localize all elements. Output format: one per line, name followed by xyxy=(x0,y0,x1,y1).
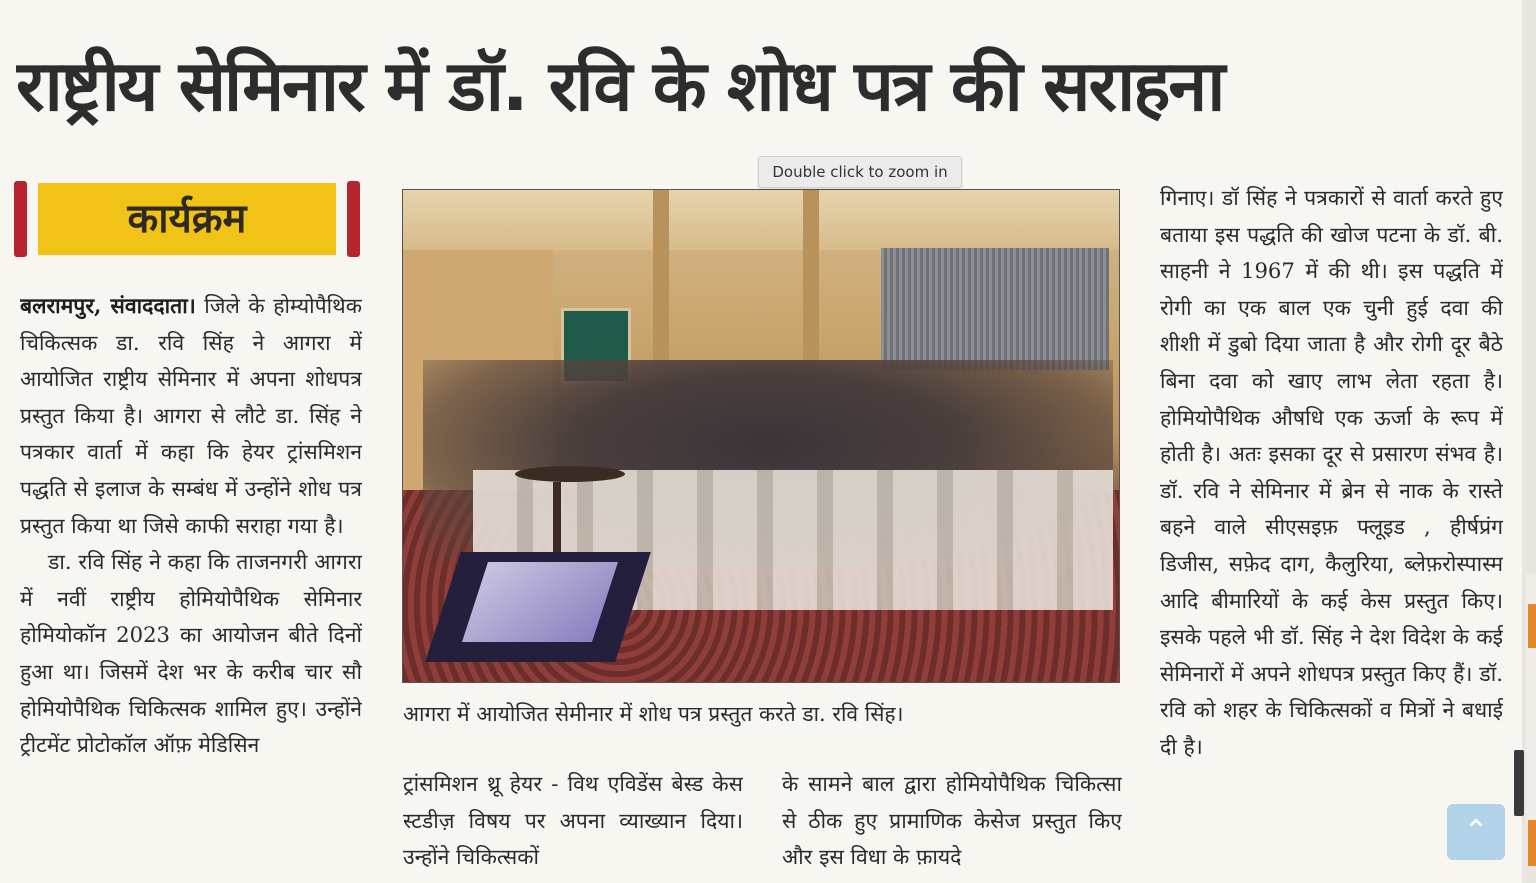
photo-ceiling xyxy=(403,190,1119,250)
column-3-text: के सामने बाल द्वारा होमियोपैथिक चिकित्सा से ठीक हुए प्रामाणिक केसेज प्रस्तुत किए और इस विधा के फ़ायदे xyxy=(782,771,1122,870)
article-column-2 xyxy=(403,766,743,878)
section-tag-bar-right xyxy=(347,181,360,257)
chevron-up-icon: ⌃ xyxy=(1463,814,1489,849)
side-panel-marker xyxy=(1528,820,1536,866)
scroll-to-top-button[interactable] xyxy=(1447,804,1505,860)
side-panel-marker xyxy=(1528,604,1536,648)
photo-caption: आगरा में आयोजित सेमीनार में शोध पत्र प्रस्तुत करते डा. रवि सिंह। xyxy=(403,702,904,726)
paragraph-1-text: जिले के होम्योपैथिक चिकित्सक डा. रवि सिंह ने आगरा में आयोजित राष्ट्रीय सेमिनार में अपना शोधपत्र प्रस्तुत किया है। आगरा से लौटे डा. सिंह ने पत्रकार वार्ता में कहा कि हेयर ट्रांसमिशन पद्धति से इलाज के सम्बंध में उन्होंने शोध पत्र प्रस्तुत किया था जिसे काफी सराहा गया है। xyxy=(20,293,362,538)
scrollbar-thumb[interactable] xyxy=(1514,750,1524,816)
column-4-text: गिनाए। डॉ सिंह ने पत्रकारों से वार्ता करते हुए बताया इस पद्धति की खोज पटना के डॉ. बी. साहनी ने 1967 में की थी। इस पद्धति में रोगी का एक बाल एक चुनी हुई दवा की शीशी में डुबो दिया जाता है और रोगी दूर बैठे बिना दवा को खाए लाभ लेता रहता है। होमियोपैथिक औषधि एक ऊर्जा के रूप में होती है। अतः इसका दूर से प्रसारण संभव है। डॉ. रवि ने सेमिनार में ब्रेन से नाक के रास्ते बहने वाले सीएसइफ़ फ्लूइड , हीर्षप्रंग डिजीस, सफ़ेद दाग, कैलुरिया, ब्लेफ़रोस्पास्म आदि बीमारियों के कई केस प्रस्तुत किए। इसके पहले भी डॉ. सिंह ने देश विदेश के कई सेमिनारों में अपने शोधपत्र प्रस्तुत किए हैं। डॉ. रवि को शहर के चिकित्सकों व मित्रों ने बधाई दी है। xyxy=(1160,185,1503,759)
section-tag-bar-left xyxy=(14,181,27,257)
section-tag xyxy=(14,181,360,257)
dateline: बलरामपुर, संवाददाता। xyxy=(20,293,196,318)
article-column-3 xyxy=(782,766,1122,878)
column-2-text: ट्रांसमिशन थ्रू हेयर - विथ एविडेंस बेस्ड केस स्टडीज़ विषय पर अपना व्याख्यान दिया। उन्होंने चिकित्सकों xyxy=(403,771,743,870)
article-column-4 xyxy=(1160,180,1503,878)
photo-screen-content xyxy=(462,562,618,642)
zoom-tooltip: Double click to zoom in xyxy=(758,156,962,188)
headline: राष्ट्रीय सेमिनार में डॉ. रवि के शोध पत्र की सराहना xyxy=(16,45,1224,127)
seminar-photo[interactable] xyxy=(402,189,1120,683)
paragraph-1 xyxy=(20,288,362,544)
section-tag-label: कार्यक्रम xyxy=(38,183,336,255)
paragraph-2: डा. रवि सिंह ने कहा कि ताजनगरी आगरा में नवीं राष्ट्रीय होमियोपैथिक सेमिनार होमियोकॉन 2023 का आयोजन बीते दिनों हुआ था। जिसमें देश भर के करीब चार सौ होमियोपैथिक चिकित्सक शामिल हुए। उन्होंने ट्रीटमेंट प्रोटोकॉल ऑफ़ मेडिसिन xyxy=(20,549,362,758)
article-column-1 xyxy=(20,288,362,878)
photo-wall-panel xyxy=(881,248,1109,370)
photo-table xyxy=(515,466,625,482)
